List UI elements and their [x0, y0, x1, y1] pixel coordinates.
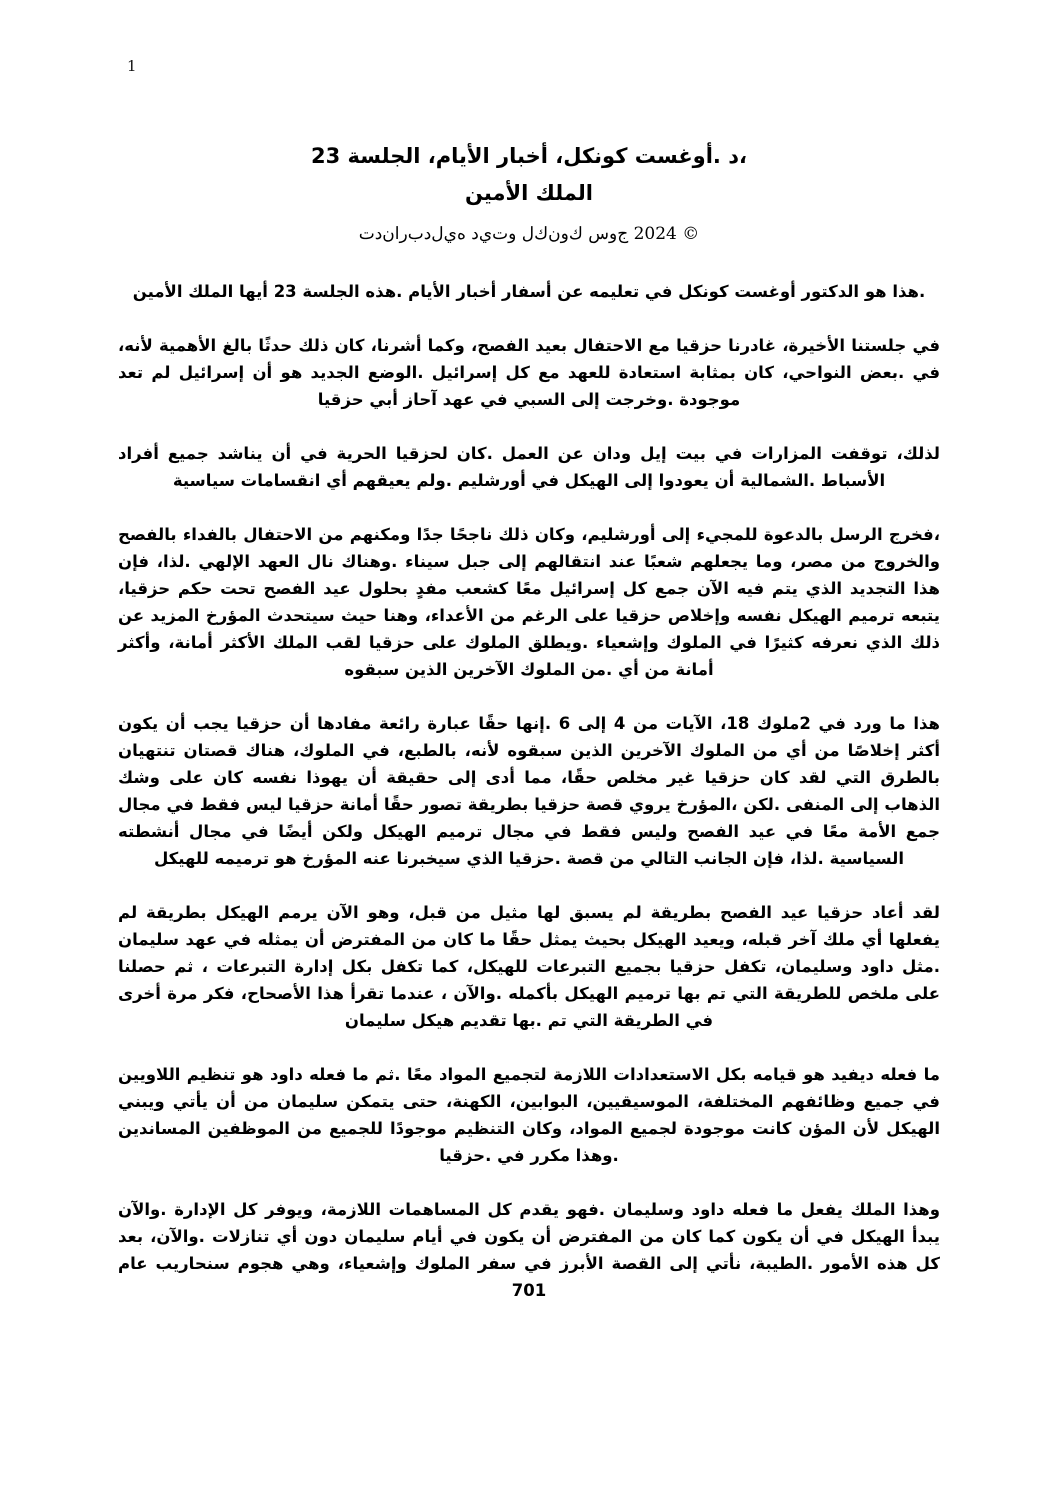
copyright-line: © 2024 ج‌و‌س ك‌و‌ن‌ك‌ل و‌ت‌ي‌د ه‌ي‌ل‌د‌ب‌ر‌ا‌ن‌د‌ت [358, 224, 700, 244]
body-paragraph-1: .هذا هو الدكتور أوغست كونكل في تعليمه عن أسفار أخبار الأيام .هذه الجلسة 23 أيها الملك الأمين [132, 282, 926, 301]
title-line-2: الملك الأمين [465, 181, 593, 205]
document-title [0, 138, 1058, 212]
document-header [0, 0, 1058, 247]
body-paragraph-2: في جلستنا الأخيرة، غادرنا حزقيا مع الاحتفال بعيد الفصح، وكما أشرنا، كان ذلك حدثًا بالغ الأهمية لأنه، في .بعض النواحي، كان بمثابة استعادة للعهد مع كل إسرائيل .الوضع الجديد هو أن إسرائيل لم تعد موجودة .وخرجت إلى السبي في عهد آحاز أبي حزقيا [118, 336, 940, 409]
document-body [118, 278, 940, 1304]
page-number: 1 [127, 57, 137, 75]
body-paragraph-6: لقد أعاد حزقيا عيد الفصح بطريقة لم يسبق لها مثيل من قبل، وهو الآن يرمم الهيكل بطريقة لم يفعلها أي ملك آخر قبله، ويعيد الهيكل بحيث يمثل حقًا ما كان من المفترض أن يمثله في عهد سليمان .مثل داود وسليمان، تكفل حزقيا بجميع التبرعات للهيكل، كما تكفل بكل إدارة التبرعات ، ثم حصلنا على ملخص للطريقة التي تم بها ترميم الهيكل بأكمله .والآن ، عندما تقرأ هذا الأصحاح، فكر مرة أخرى في الطريقة التي تم .بها تقديم هيكل سليمان [118, 903, 940, 1030]
body-paragraph-4: ،فخرج الرسل بالدعوة للمجيء إلى أورشليم، وكان ذلك ناجحًا جدًا ومكنهم من الاحتفال بالفداء بالفصح والخروج من مصر، وما يجعلهم شعبًا عند انتقالهم إلى جبل سيناء .وهناك نال العهد الإلهي .لذا، فإن هذا التجديد الذي يتم فيه الآن جمع كل إسرائيل معًا كشعب مفدٍ بحلول عيد الفصح تحت حكم حزقيا، يتبعه ترميم الهيكل نفسه وإخلاص حزقيا على الرغم من الأعداء، وهنا حيث سيتحدث المؤرخ المزيد عن ذلك الذي نعرفه كثيرًا في الملوك وإشعياء .ويطلق الملوك على حزقيا لقب الملك الأكثر أمانة، وأكثر أمانة من أي .من الملوك الآخرين الذين سبقوه [118, 525, 940, 679]
body-paragraph-7: ما فعله ديفيد هو قيامه بكل الاستعدادات اللازمة لتجميع المواد معًا .ثم ما فعله داود هو تنظيم اللاويين في جميع وظائفهم المختلفة، الموسيقيين، البوابين، الكهنة، حتى يتمكن سليمان من أن يأتي ويبني الهيكل لأن المؤن كانت موجودة لجميع المواد، وكان التنظيم موجودًا للجميع من الموظفين المساندين .وهذا مكرر في .حزقيا [118, 1065, 940, 1165]
title-line-1: ،د .أوغست كونكل، أخبار الأيام، الجلسة 23 [311, 144, 747, 168]
body-paragraph-5: هذا ما ورد في 2ملوك 18، الآيات من 4 إلى 6 .إنها حقًا عبارة رائعة مفادها أن حزقيا يجب أن يكون أكثر إخلاصًا من أي من الملوك الآخرين الذين سبقوه لأنه، بالطبع، في الملوك، هناك قصتان تنتهيان بالطرق التي لقد كان حزقيا غير مخلص حقًا، مما أدى إلى حقيقة أن يهوذا نفسه كان على وشك الذهاب إلى المنفى .لكن ،المؤرخ يروي قصة حزقيا بطريقة تصور حقًا أمانة حزقيا ليس فقط في مجال جمع الأمة معًا في عيد الفصح وليس فقط في مجال ترميم الهيكل ولكن أيضًا في مجال أنشطته السياسية .لذا، فإن الجانب التالي من قصة .حزقيا الذي سيخبرنا عنه المؤرخ هو ترميمه للهيكل [118, 714, 940, 868]
body-paragraph-3: لذلك، توقفت المزارات في بيت إيل ودان عن العمل .كان لحزقيا الحرية في أن يناشد جميع أفراد الأسباط .الشمالية أن يعودوا إلى الهيكل في أورشليم .ولم يعيقهم أي انقسامات سياسية [118, 444, 940, 490]
body-paragraph-8: وهذا الملك يفعل ما فعله داود وسليمان .فهو يقدم كل المساهمات اللازمة، ويوفر كل الإدارة .والآن يبدأ الهيكل في أن يكون كما كان من المفترض أن يكون في أيام سليمان دون أي تنازلات .والآن، بعد كل هذه الأمور .الطيبة، نأتي إلى القصة الأبرز في سفر الملوك وإشعياء، وهي هجوم سنحاريب عام 701 [118, 1200, 940, 1300]
